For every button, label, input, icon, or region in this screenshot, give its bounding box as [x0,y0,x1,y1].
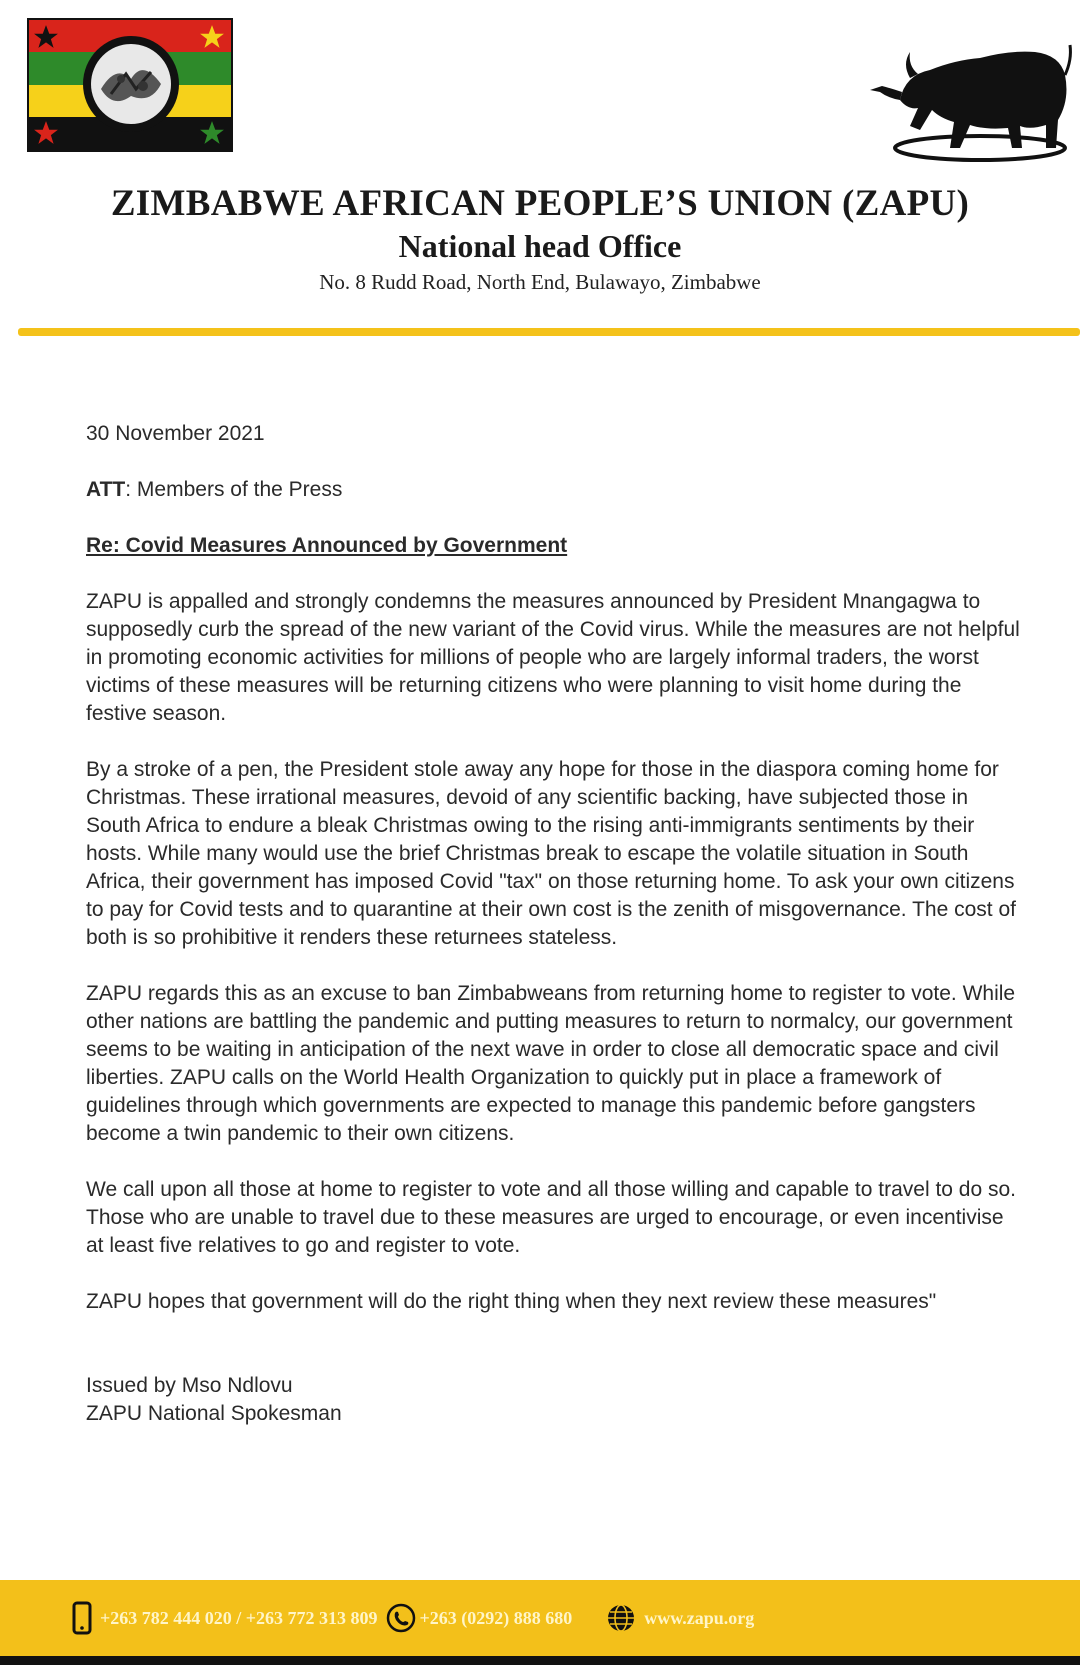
bottom-edge-bar [0,1656,1080,1665]
globe-icon [606,1603,636,1633]
paragraph: ZAPU hopes that government will do the right thing when they next review these measures" [86,1290,937,1313]
letter-body [86,420,1021,1428]
header-divider [18,328,1080,336]
star-icon [33,120,59,146]
telephone-icon [386,1603,416,1633]
star-icon [199,24,225,50]
star-icon [199,120,225,146]
star-icon [33,24,59,50]
office-name: National head Office [398,228,682,264]
landline-number: +263 (0292) 888 680 [419,1607,573,1628]
mobile-phone-icon [72,1601,92,1635]
bull-logo-icon [860,30,1075,165]
footer-mobile [72,1601,378,1635]
paragraph: ZAPU regards this as an excuse to ban Zimbabweans from returning home to register to vote. While other nations are battling the pandemic and putting measures to return to normalcy, our government seems to be waiting in anticipation of the next wave in order to close all democratic space and civil liberties. ZAPU calls on the World Health Organization to quickly put in place a framework of guidelines through which governments are expected to manage this pandemic before gangsters become a twin pandemic to their own citizens. [86,982,1016,1145]
paragraph: ZAPU is appalled and strongly condemns the measures announced by President Mnangagwa to supposedly curb the spread of the new variant of the Covid virus. While the measures are not helpful in promoting economic activities for millions of people who are largely informal traders, the worst victims of these measures will be returning citizens who were planning to visit home during the festive season. [86,590,1020,725]
subject-line: Re: Covid Measures Announced by Government [86,534,568,557]
attention-line [86,476,1021,504]
office-address: No. 8 Rudd Road, North End, Bulawayo, Zimbabwe [319,270,761,294]
paragraph: By a stroke of a pen, the President stole away any hope for those in the diaspora coming home for Christmas. These irrational measures, devoid of any scientific backing, have subjected those in South Africa to endure a bleak Christmas owing to the rising anti-immigrants sentiments by their hosts. While many would use the brief Christmas break to escape the volatile situation in South Africa, their government has imposed Covid "tax" on those returning home. To ask your own citizens to pay for Covid tests and to quarantine at their own cost is the zenith of misgovernance. The cost of both is so prohibitive it renders these returnees stateless. [86,758,1016,949]
letter-date: 30 November 2021 [86,422,265,445]
attention-value: : Members of the Press [125,478,343,501]
zapu-flag-logo [27,18,233,152]
footer-website[interactable] [606,1603,754,1633]
attention-label: ATT [86,478,126,501]
issuer-title: ZAPU National Spokesman [86,1402,342,1425]
organization-name: ZIMBABWE AFRICAN PEOPLE’S UNION (ZAPU) [110,183,970,224]
mobile-numbers: +263 782 444 020 / +263 772 313 809 [100,1607,378,1628]
flag-emblem-icon [81,34,181,134]
footer-phone [386,1603,573,1633]
website-link[interactable]: www.zapu.org [644,1607,755,1628]
issued-by: Issued by Mso Ndlovu [86,1374,293,1397]
signature-block [86,1372,1021,1428]
paragraph: We call upon all those at home to register to vote and all those willing and capable to travel to do so. Those who are unable to travel due to these measures are urged to encourage, or even incentivise at least five relatives to go and register to vote. [86,1178,1016,1257]
contact-footer [0,1580,1080,1656]
